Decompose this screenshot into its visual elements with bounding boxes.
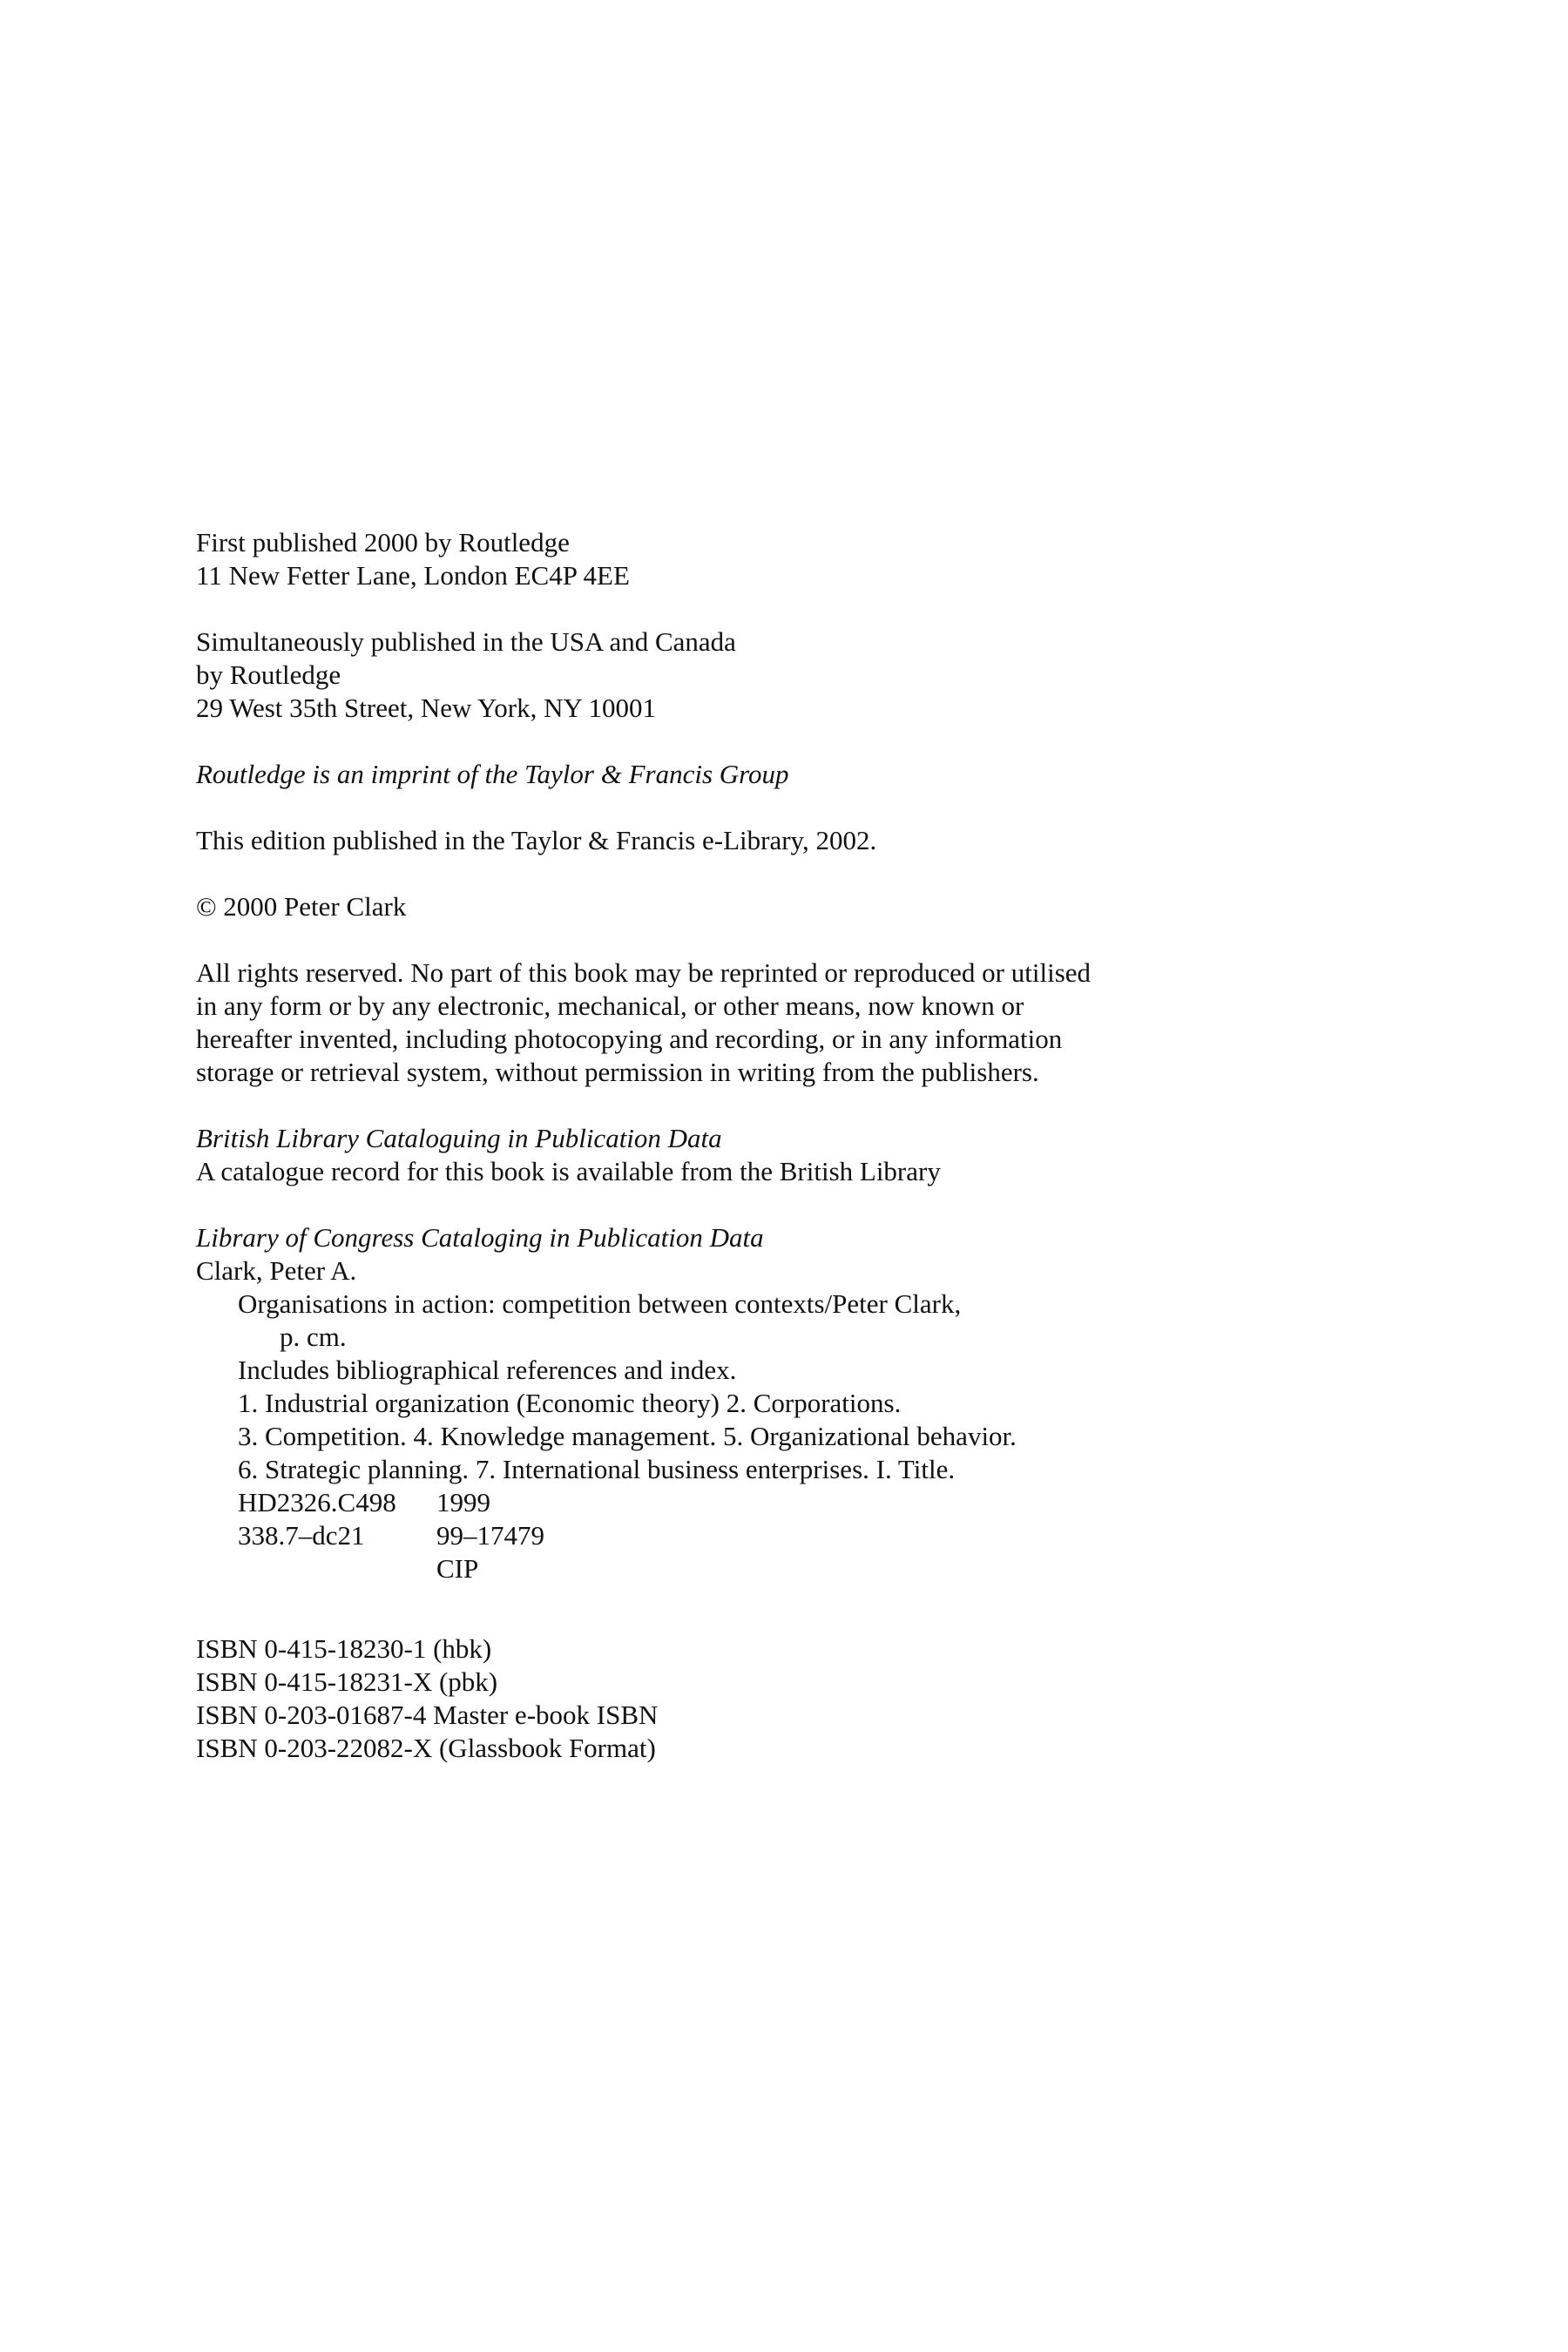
loc-subjects-2: 3. Competition. 4. Knowledge management. 5. Organizational behavior. <box>238 1421 1017 1451</box>
isbn-line-2: ISBN 0-415-18231-X (pbk) <box>196 1666 498 1697</box>
rights-line-1: All rights reserved. No part of this book may be reprinted or reproduced or utilised <box>196 957 1092 988</box>
isbn-line-4: ISBN 0-203-22082-X (Glassbook Format) <box>196 1733 656 1763</box>
loc-heading: Library of Congress Cataloging in Publication Data <box>196 1222 764 1253</box>
copyright-content <box>196 526 1328 1798</box>
edition-note <box>196 824 1328 857</box>
publisher-block <box>196 526 1328 592</box>
edition-note-text: This edition published in the Taylor & Francis e-Library, 2002. <box>196 825 877 855</box>
rights-line-4: storage or retrieval system, without permission in writing from the publishers. <box>196 1057 1039 1087</box>
loc-cip-spacer <box>238 1552 436 1585</box>
publisher-line-2: 11 New Fetter Lane, London EC4P 4EE <box>196 560 630 591</box>
copyright-notice <box>196 890 1328 923</box>
loc-subjects-1: 1. Industrial organization (Economic theory) 2. Corporations. <box>238 1388 902 1418</box>
loc-block <box>196 1221 1328 1585</box>
loc-classification-row <box>196 1486 1328 1519</box>
rights-statement <box>196 956 1328 1089</box>
isbn-block <box>196 1632 1328 1765</box>
british-library-text: A catalogue record for this book is available from the British Library <box>196 1156 941 1186</box>
imprint-note <box>196 758 1328 791</box>
loc-subjects-3: 6. Strategic planning. 7. International business enterprises. I. Title. <box>238 1454 956 1484</box>
usa-line-3: 29 West 35th Street, New York, NY 10001 <box>196 693 656 723</box>
copyright-text: © 2000 Peter Clark <box>196 891 407 922</box>
isbn-line-3: ISBN 0-203-01687-4 Master e-book ISBN <box>196 1700 659 1730</box>
publisher-line-1: First published 2000 by Routledge <box>196 527 570 558</box>
loc-class-number: HD2326.C498 <box>238 1487 396 1517</box>
loc-class-year: 1999 <box>436 1487 490 1517</box>
isbn-line-1: ISBN 0-415-18230-1 (hbk) <box>196 1633 492 1664</box>
loc-control-number: 99–17479 <box>436 1520 544 1551</box>
loc-cip: CIP <box>436 1553 479 1584</box>
usa-publisher-block <box>196 625 1328 725</box>
rights-line-3: hereafter invented, including photocopying and recording, or in any information <box>196 1024 1063 1054</box>
usa-line-2: by Routledge <box>196 659 341 690</box>
loc-pcm: p. cm. <box>280 1321 347 1352</box>
loc-includes: Includes bibliographical references and index. <box>238 1355 737 1385</box>
british-library-block <box>196 1122 1328 1188</box>
rights-line-2: in any form or by any electronic, mechanical, or other means, now known or <box>196 990 1024 1021</box>
loc-dewey-number: 338.7–dc21 <box>238 1520 365 1551</box>
loc-title-line: Organisations in action: competition between contexts/Peter Clark, <box>238 1288 962 1319</box>
imprint-note-text: Routledge is an imprint of the Taylor & Francis Group <box>196 759 789 789</box>
usa-line-1: Simultaneously published in the USA and Canada <box>196 626 736 657</box>
loc-cip-row <box>196 1552 1328 1585</box>
loc-author: Clark, Peter A. <box>196 1255 357 1286</box>
british-library-heading: British Library Cataloguing in Publication Data <box>196 1123 722 1153</box>
loc-dewey-row <box>196 1519 1328 1552</box>
